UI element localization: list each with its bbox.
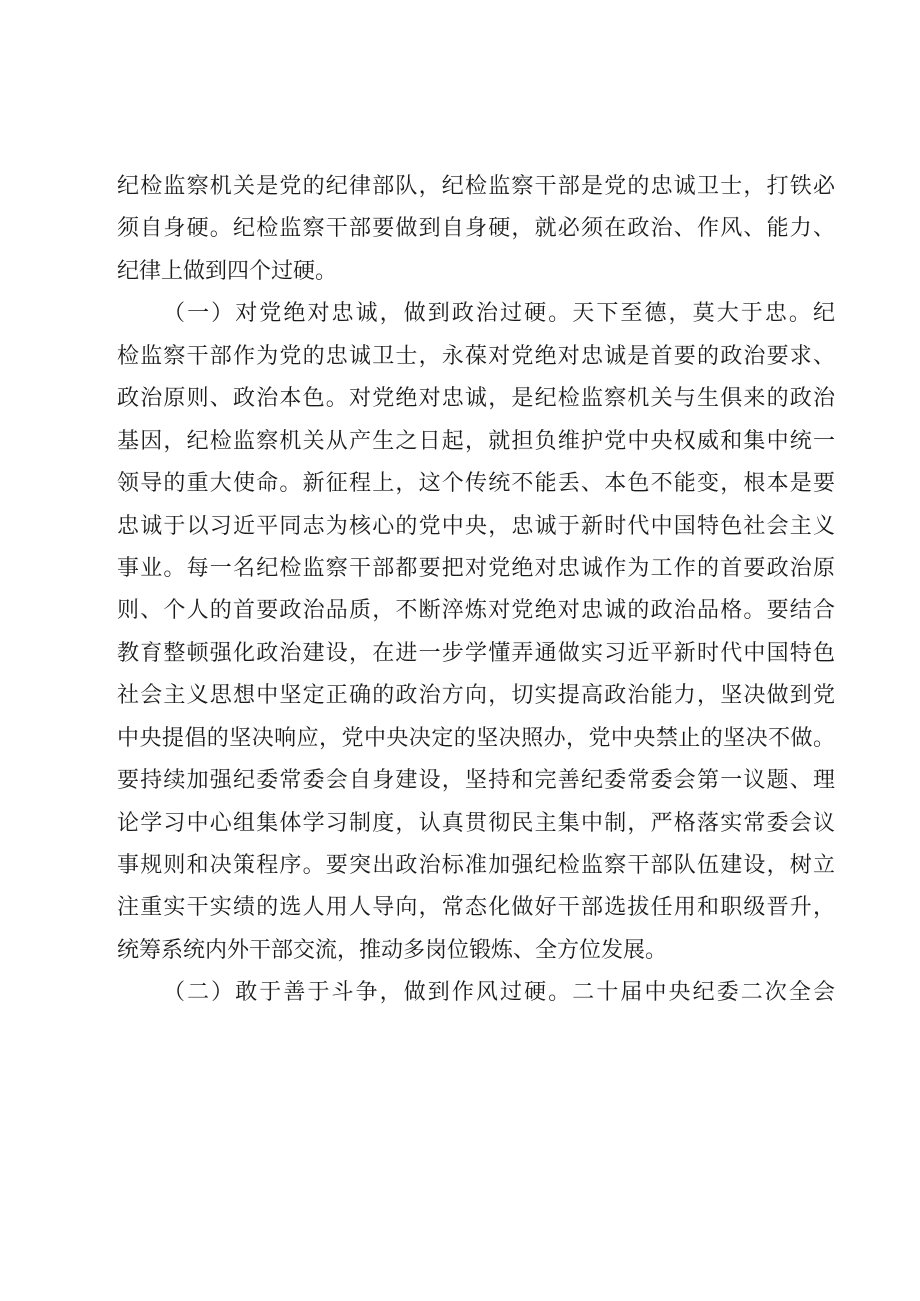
text-line: 事业。每一名纪检监察干部都要把对党绝对忠诚作为工作的首要政治原 xyxy=(117,555,835,581)
paragraph-political-loyalty xyxy=(117,293,835,972)
text-line: 纪律上做到四个过硬。 xyxy=(117,258,338,284)
text-line: 社会主义思想中坚定正确的政治方向，切实提高政治能力，坚决做到党 xyxy=(117,683,835,709)
text-line: 检监察干部作为党的忠诚卫士，永葆对党绝对忠诚是首要的政治要求、 xyxy=(117,343,835,369)
text-line: 纪检监察机关是党的纪律部队，纪检监察干部是党的忠诚卫士，打铁必 xyxy=(117,174,835,199)
text-line: 要持续加强纪委常委会自身建设，坚持和完善纪委常委会第一议题、理 xyxy=(117,768,835,794)
text-line: 忠诚于以习近平同志为核心的党中央，忠诚于新时代中国特色社会主义 xyxy=(117,513,835,539)
text-line: 基因，纪检监察机关从产生之日起，就担负维护党中央权威和集中统一 xyxy=(117,428,835,454)
text-line: （二）敢于善于斗争，做到作风过硬。二十届中央纪委二次全会 xyxy=(163,980,835,1006)
text-line: 则、个人的首要政治品质，不断淬炼对党绝对忠诚的政治品格。要结合 xyxy=(117,598,835,624)
paragraph-intro xyxy=(117,166,835,293)
text-line: 中央提倡的坚决响应，党中央决定的坚决照办，党中央禁止的坚决不做。 xyxy=(117,725,835,751)
text-line: 领导的重大使命。新征程上，这个传统不能丢、本色不能变，根本是要 xyxy=(117,471,835,497)
document-body xyxy=(117,166,835,1015)
text-line: 论学习中心组集体学习制度，认真贯彻民主集中制，严格落实常委会议 xyxy=(117,810,835,836)
text-line: 注重实干实绩的选人用人导向，常态化做好干部选拔任用和职级晋升， xyxy=(117,895,835,921)
text-line: 政治原则、政治本色。对党绝对忠诚，是纪检监察机关与生俱来的政治 xyxy=(117,386,835,412)
text-line: 须自身硬。纪检监察干部要做到自身硬，就必须在政治、作风、能力、 xyxy=(117,216,835,242)
text-line: （一）对党绝对忠诚，做到政治过硬。天下至德，莫大于忠。纪 xyxy=(163,301,835,327)
paragraph-work-style xyxy=(117,972,835,1014)
text-line: 教育整顿强化政治建设，在进一步学懂弄通做实习近平新时代中国特色 xyxy=(117,640,835,666)
text-line: 统筹系统内外干部交流，推动多岗位锻炼、全方位发展。 xyxy=(117,937,668,963)
text-line: 事规则和决策程序。要突出政治标准加强纪检监察干部队伍建设，树立 xyxy=(117,853,835,878)
